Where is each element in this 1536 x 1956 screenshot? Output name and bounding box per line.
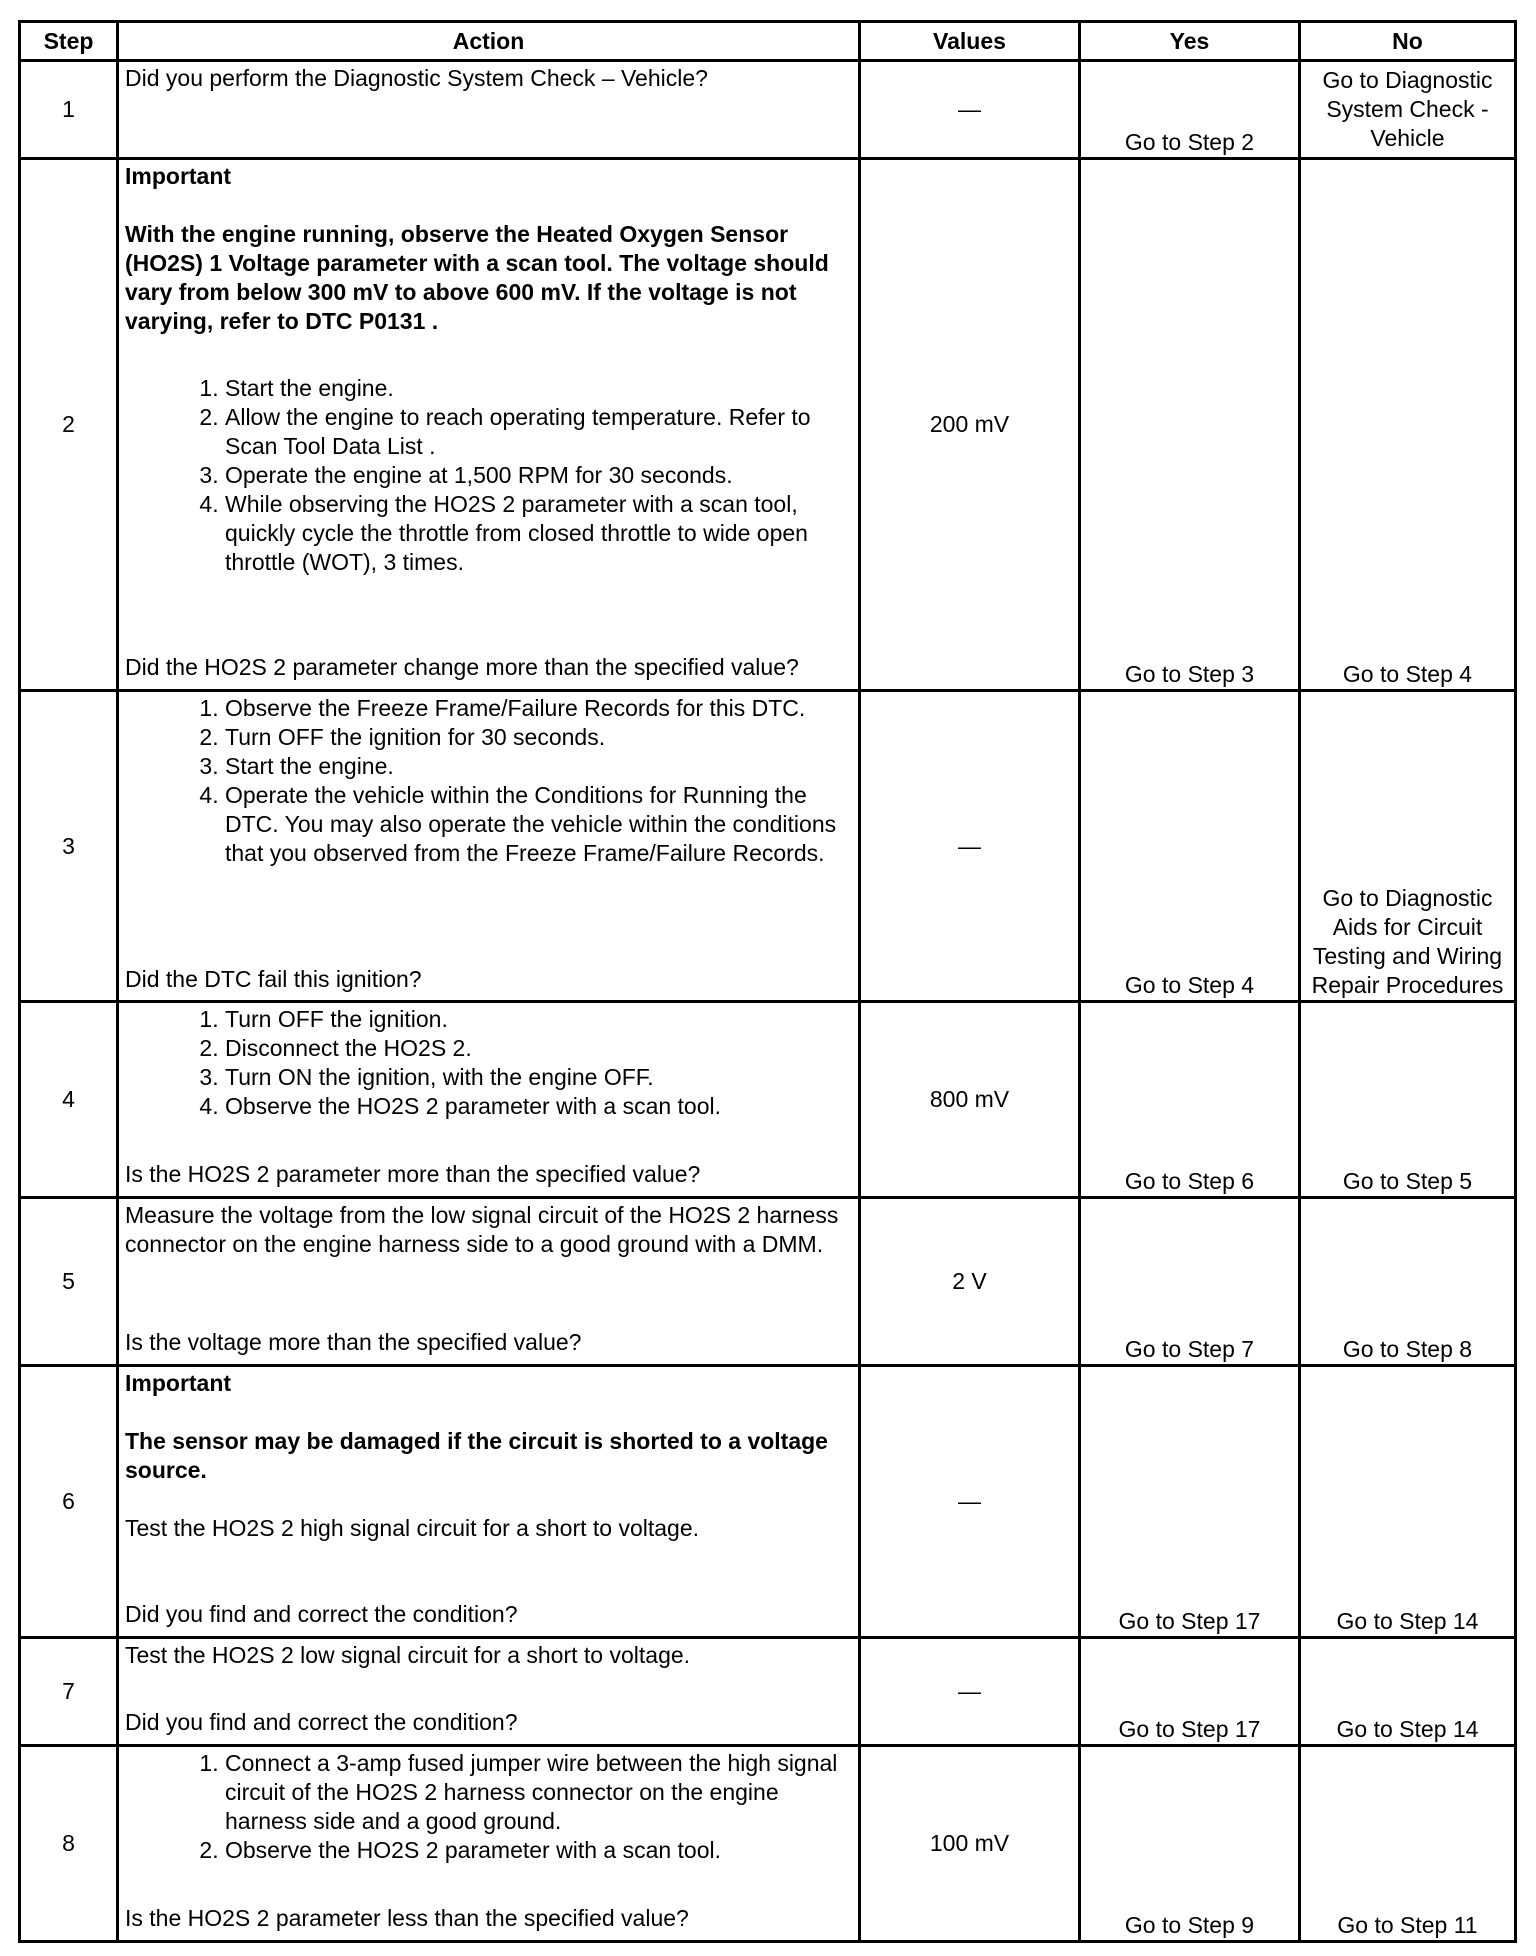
step-number: 4: [20, 1002, 118, 1198]
header-row: [20, 22, 1516, 61]
yes-cell: Go to Step 17: [1080, 1638, 1300, 1746]
list-item: 3. Start the engine.: [225, 752, 852, 781]
important-text: The sensor may be damaged if the circuit is shorted to a voltage source.: [125, 1428, 828, 1483]
table-row: [20, 1002, 1516, 1198]
yes-cell: Go to Step 9: [1080, 1746, 1300, 1942]
yes-cell: Go to Step 6: [1080, 1002, 1300, 1198]
action-question: Is the HO2S 2 parameter more than the specified value?: [125, 1161, 701, 1187]
table-row: [20, 1366, 1516, 1638]
list-item: 4. While observing the HO2S 2 parameter with a scan tool, quickly cycle the throttle from closed throttle to wide open throttle (WOT), 3 times.: [225, 490, 852, 577]
table-row: [20, 61, 1516, 159]
step-number: 1: [20, 61, 118, 159]
list-item: 4. Operate the vehicle within the Conditions for Running the DTC. You may also operate the vehicle within the conditions that you observed from the Freeze Frame/Failure Records.: [225, 781, 852, 868]
yes-cell: Go to Step 2: [1080, 61, 1300, 159]
action-question: Did you find and correct the condition?: [125, 1601, 518, 1627]
value-cell: —: [860, 1366, 1080, 1638]
action-cell: [118, 1746, 860, 1942]
table-row: [20, 1746, 1516, 1942]
action-cell: [118, 691, 860, 1002]
list-item: 1. Observe the Freeze Frame/Failure Records for this DTC.: [225, 694, 852, 723]
action-cell: [118, 1366, 860, 1638]
action-cell: [118, 1198, 860, 1366]
important-text: With the engine running, observe the Heated Oxygen Sensor (HO2S) 1 Voltage parameter with a scan tool. The voltage should vary from below 300 mV to above 600 mV. If the voltage is not varying, refer to DTC P0131 .: [125, 221, 829, 334]
no-cell: Go to Diagnostic Aids for Circuit Testing and Wiring Repair Procedures: [1300, 691, 1516, 1002]
step-number: 2: [20, 159, 118, 691]
yes-cell: Go to Step 7: [1080, 1198, 1300, 1366]
table-row: [20, 1638, 1516, 1746]
header-no: No: [1300, 22, 1516, 61]
action-cell: [118, 159, 860, 691]
action-instruction: Test the HO2S 2 high signal circuit for a short to voltage.: [125, 1515, 700, 1541]
action-question: Did you find and correct the condition?: [125, 1709, 518, 1735]
action-question: Is the HO2S 2 parameter less than the specified value?: [125, 1905, 689, 1931]
list-item: 1. Start the engine.: [225, 374, 852, 403]
step-number: 7: [20, 1638, 118, 1746]
action-cell: [118, 61, 860, 159]
no-cell: Go to Step 4: [1300, 159, 1516, 691]
action-question: Did the HO2S 2 parameter change more than the specified value?: [125, 654, 799, 680]
list-item: 3. Operate the engine at 1,500 RPM for 30 seconds.: [225, 461, 852, 490]
no-cell: Go to Step 5: [1300, 1002, 1516, 1198]
list-item: 1. Turn OFF the ignition.: [225, 1005, 852, 1034]
table-row: [20, 691, 1516, 1002]
action-question: Is the voltage more than the specified value?: [125, 1329, 582, 1355]
substep-list: [125, 1005, 852, 1121]
action-question: Did the DTC fail this ignition?: [125, 966, 422, 992]
list-item: 2. Turn OFF the ignition for 30 seconds.: [225, 723, 852, 752]
value-cell: 2 V: [860, 1198, 1080, 1366]
no-cell: Go to Step 8: [1300, 1198, 1516, 1366]
value-cell: —: [860, 61, 1080, 159]
step-number: 6: [20, 1366, 118, 1638]
header-yes: Yes: [1080, 22, 1300, 61]
step-number: 5: [20, 1198, 118, 1366]
substep-list: [125, 694, 852, 868]
table-row: [20, 1198, 1516, 1366]
action-instruction: Test the HO2S 2 low signal circuit for a short to voltage.: [125, 1642, 691, 1668]
important-label: Important: [125, 1370, 232, 1396]
no-cell: Go to Step 11: [1300, 1746, 1516, 1942]
header-values: Values: [860, 22, 1080, 61]
value-cell: 100 mV: [860, 1746, 1080, 1942]
list-item: 2. Disconnect the HO2S 2.: [225, 1034, 852, 1063]
value-cell: 200 mV: [860, 159, 1080, 691]
yes-cell: Go to Step 17: [1080, 1366, 1300, 1638]
list-item: 1. Connect a 3-amp fused jumper wire between the high signal circuit of the HO2S 2 harness connector on the engine harness side and a good ground.: [225, 1749, 852, 1836]
value-cell: 800 mV: [860, 1002, 1080, 1198]
step-number: 8: [20, 1746, 118, 1942]
yes-cell: Go to Step 4: [1080, 691, 1300, 1002]
list-item: 2. Allow the engine to reach operating temperature. Refer to Scan Tool Data List .: [225, 403, 852, 461]
substep-list: [125, 374, 852, 577]
step-number: 3: [20, 691, 118, 1002]
no-cell: Go to Diagnostic System Check - Vehicle: [1300, 61, 1516, 159]
list-item: 4. Observe the HO2S 2 parameter with a scan tool.: [225, 1092, 852, 1121]
action-instruction: Measure the voltage from the low signal circuit of the HO2S 2 harness connector on the engine harness side to a good ground with a DMM.: [125, 1202, 839, 1257]
no-cell: Go to Step 14: [1300, 1638, 1516, 1746]
list-item: 3. Turn ON the ignition, with the engine OFF.: [225, 1063, 852, 1092]
value-cell: —: [860, 691, 1080, 1002]
diagnostic-table: [18, 20, 1517, 1943]
substep-list: [125, 1749, 852, 1865]
action-question: Did you perform the Diagnostic System Check – Vehicle?: [125, 65, 708, 91]
yes-cell: Go to Step 3: [1080, 159, 1300, 691]
list-item: 2. Observe the HO2S 2 parameter with a scan tool.: [225, 1836, 852, 1865]
header-action: Action: [118, 22, 860, 61]
action-cell: [118, 1002, 860, 1198]
action-cell: [118, 1638, 860, 1746]
important-label: Important: [125, 163, 232, 189]
table-row: [20, 159, 1516, 691]
no-cell: Go to Step 14: [1300, 1366, 1516, 1638]
value-cell: —: [860, 1638, 1080, 1746]
header-step: Step: [20, 22, 118, 61]
